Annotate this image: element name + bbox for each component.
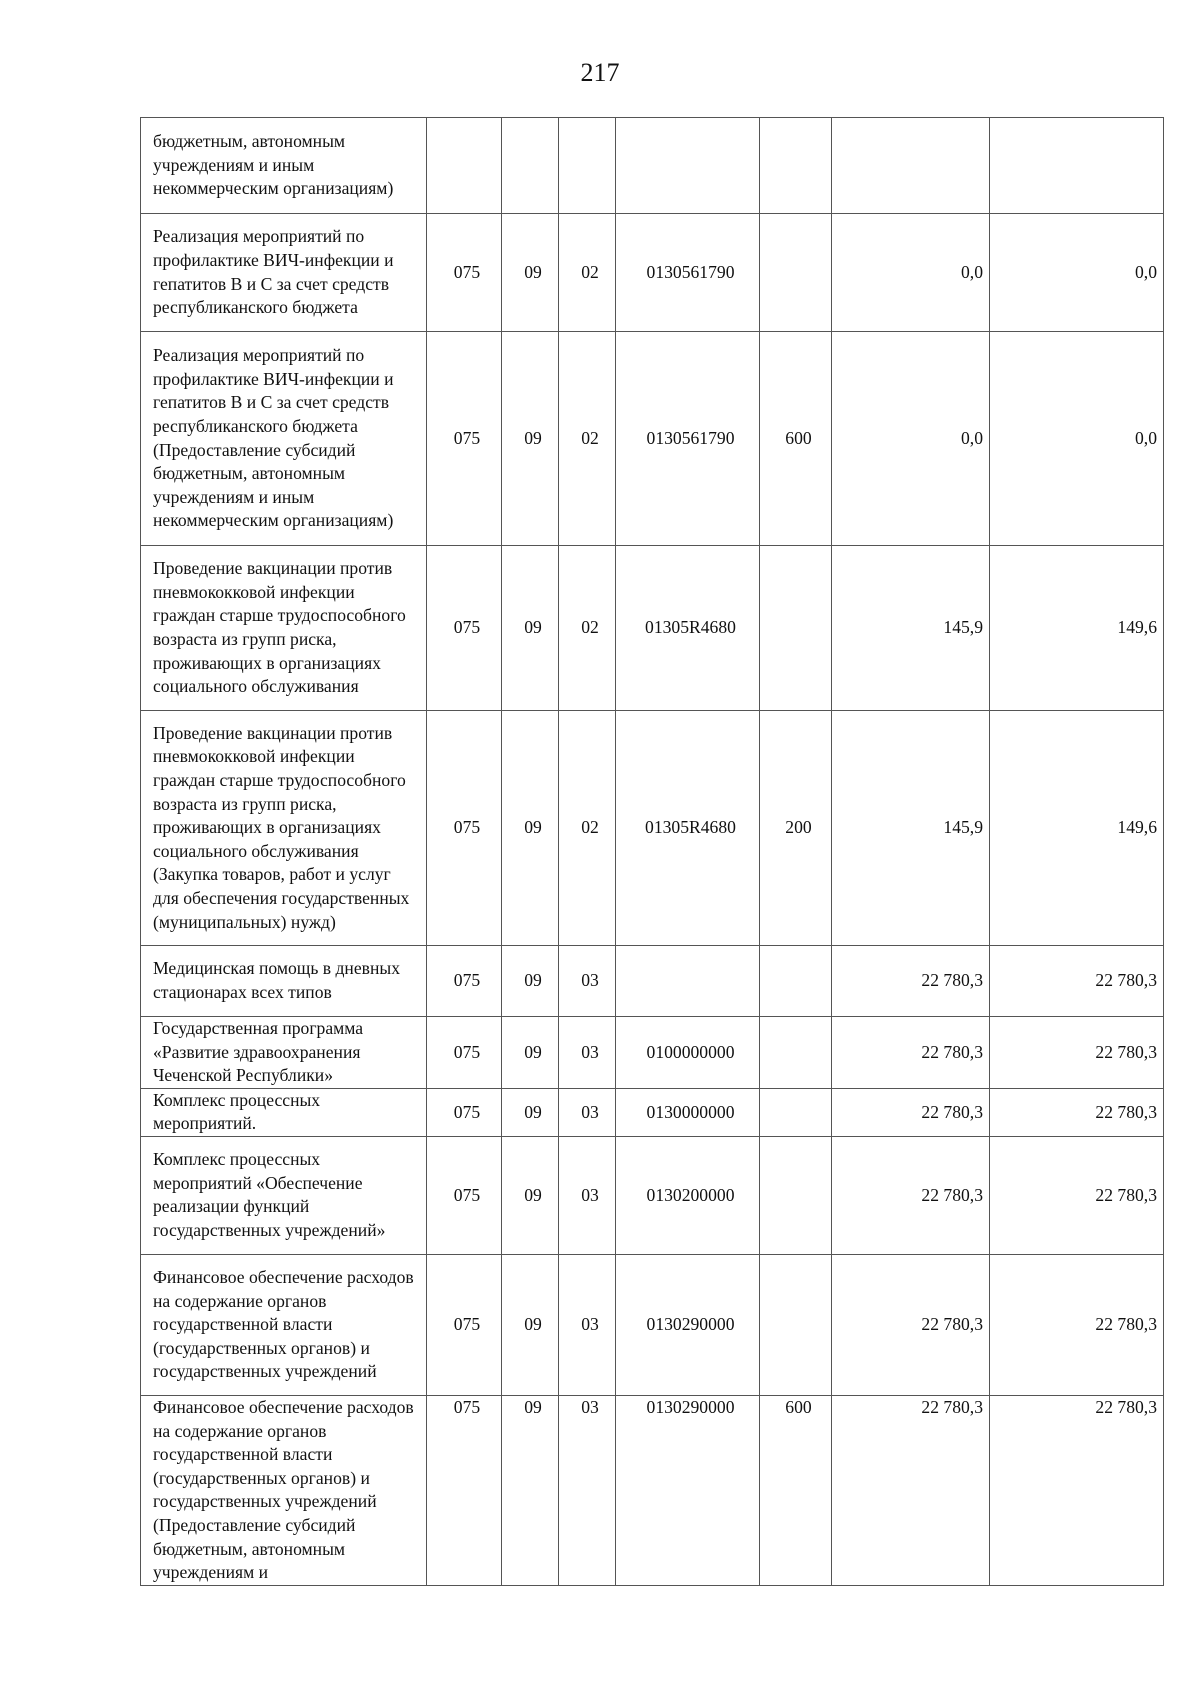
- row-expense-type: 600: [760, 332, 832, 546]
- row-name: Государственная программа «Развитие здравоохранения Чеченской Республики»: [141, 1017, 427, 1089]
- row-section: 09: [502, 946, 559, 1017]
- table-row: [141, 1017, 1164, 1089]
- row-subsection: 02: [559, 214, 616, 332]
- row-target: 01305R4680: [616, 711, 760, 946]
- row-expense-type: [760, 546, 832, 711]
- row-ministry: 075: [427, 1136, 502, 1254]
- row-section: 09: [502, 1254, 559, 1395]
- row-target: 0130290000: [616, 1395, 760, 1585]
- row-ministry: 075: [427, 1088, 502, 1136]
- budget-table: [140, 117, 1164, 1586]
- table-body: [141, 118, 1164, 1586]
- row-sum-1: 22 780,3: [832, 946, 990, 1017]
- row-target: 0130290000: [616, 1254, 760, 1395]
- row-ministry: 075: [427, 711, 502, 946]
- row-sum-1: 0,0: [832, 214, 990, 332]
- row-sum-2: 0,0: [990, 214, 1164, 332]
- row-name: Реализация мероприятий по профилактике ВИЧ-инфекции и гепатитов В и С за счет средств республиканского бюджета: [141, 214, 427, 332]
- table-row: [141, 946, 1164, 1017]
- row-target: 0130200000: [616, 1136, 760, 1254]
- row-ministry: 075: [427, 1017, 502, 1089]
- row-ministry: 075: [427, 1395, 502, 1585]
- row-ministry: 075: [427, 946, 502, 1017]
- row-name: Проведение вакцинации против пневмококковой инфекции граждан старше трудоспособного возраста из групп риска, проживающих в организациях социального обслуживания: [141, 546, 427, 711]
- row-ministry: 075: [427, 332, 502, 546]
- row-sum-1: 22 780,3: [832, 1088, 990, 1136]
- row-sum-1: 22 780,3: [832, 1136, 990, 1254]
- row-subsection: 02: [559, 546, 616, 711]
- table-row: [141, 711, 1164, 946]
- row-sum-1: 22 780,3: [832, 1254, 990, 1395]
- row-sum-1: [832, 118, 990, 214]
- row-name: Финансовое обеспечение расходов на содержание органов государственной власти (государственных органов) и государственных учреждений: [141, 1254, 427, 1395]
- row-subsection: 03: [559, 1017, 616, 1089]
- row-sum-2: 149,6: [990, 546, 1164, 711]
- row-sum-2: 22 780,3: [990, 1136, 1164, 1254]
- row-subsection: 03: [559, 1136, 616, 1254]
- row-sum-1: 145,9: [832, 546, 990, 711]
- row-target: 0130561790: [616, 332, 760, 546]
- row-expense-type: [760, 1088, 832, 1136]
- row-sum-1: 22 780,3: [832, 1017, 990, 1089]
- table-row: [141, 1254, 1164, 1395]
- table-row: [141, 546, 1164, 711]
- row-sum-2: 149,6: [990, 711, 1164, 946]
- row-section: 09: [502, 1395, 559, 1585]
- row-sum-2: [990, 118, 1164, 214]
- row-name: Реализация мероприятий по профилактике ВИЧ-инфекции и гепатитов В и С за счет средств республиканского бюджета (Предоставление субсидий бюджетным, автономным учреждениям и иным некоммерческим организациям): [141, 332, 427, 546]
- row-subsection: 03: [559, 1254, 616, 1395]
- row-subsection: 02: [559, 711, 616, 946]
- row-expense-type: [760, 118, 832, 214]
- row-section: 09: [502, 711, 559, 946]
- row-subsection: 03: [559, 1395, 616, 1585]
- table-row: [141, 1088, 1164, 1136]
- row-target: 01305R4680: [616, 546, 760, 711]
- table-row: [141, 332, 1164, 546]
- row-name: Финансовое обеспечение расходов на содержание органов государственной власти (государственных органов) и государственных учреждений (Предоставление субсидий бюджетным, автономным учреждениям и: [141, 1395, 427, 1585]
- row-ministry: 075: [427, 1254, 502, 1395]
- row-name: Комплекс процессных мероприятий «Обеспечение реализации функций государственных учреждений»: [141, 1136, 427, 1254]
- row-sum-2: 22 780,3: [990, 1395, 1164, 1585]
- row-sum-2: 0,0: [990, 332, 1164, 546]
- row-section: 09: [502, 1088, 559, 1136]
- row-sum-1: 0,0: [832, 332, 990, 546]
- row-section: [502, 118, 559, 214]
- row-expense-type: [760, 214, 832, 332]
- row-sum-2: 22 780,3: [990, 1088, 1164, 1136]
- row-section: 09: [502, 1136, 559, 1254]
- row-target: 0100000000: [616, 1017, 760, 1089]
- row-section: 09: [502, 332, 559, 546]
- row-sum-2: 22 780,3: [990, 946, 1164, 1017]
- row-name: Медицинская помощь в дневных стационарах всех типов: [141, 946, 427, 1017]
- row-expense-type: 200: [760, 711, 832, 946]
- row-section: 09: [502, 546, 559, 711]
- row-expense-type: [760, 1017, 832, 1089]
- row-sum-2: 22 780,3: [990, 1254, 1164, 1395]
- row-subsection: 03: [559, 1088, 616, 1136]
- row-section: 09: [502, 1017, 559, 1089]
- table-row: [141, 1136, 1164, 1254]
- row-subsection: 03: [559, 946, 616, 1017]
- row-target: 0130000000: [616, 1088, 760, 1136]
- row-name: Проведение вакцинации против пневмококковой инфекции граждан старше трудоспособного возраста из групп риска, проживающих в организациях социального обслуживания (Закупка товаров, работ и услуг для обеспечения государственных (муниципальных) нужд): [141, 711, 427, 946]
- row-ministry: 075: [427, 546, 502, 711]
- table-row: [141, 1395, 1164, 1585]
- table-row: [141, 214, 1164, 332]
- row-target: 0130561790: [616, 214, 760, 332]
- row-expense-type: [760, 1254, 832, 1395]
- row-section: 09: [502, 214, 559, 332]
- row-sum-2: 22 780,3: [990, 1017, 1164, 1089]
- row-name: Комплекс процессных мероприятий.: [141, 1088, 427, 1136]
- row-sum-1: 22 780,3: [832, 1395, 990, 1585]
- row-expense-type: 600: [760, 1395, 832, 1585]
- row-target: [616, 118, 760, 214]
- row-subsection: [559, 118, 616, 214]
- row-expense-type: [760, 946, 832, 1017]
- row-sum-1: 145,9: [832, 711, 990, 946]
- row-subsection: 02: [559, 332, 616, 546]
- row-ministry: [427, 118, 502, 214]
- row-expense-type: [760, 1136, 832, 1254]
- table-row: [141, 118, 1164, 214]
- row-target: [616, 946, 760, 1017]
- row-name: бюджетным, автономным учреждениям и иным некоммерческим организациям): [141, 118, 427, 214]
- page-number: 217: [580, 58, 620, 87]
- row-ministry: 075: [427, 214, 502, 332]
